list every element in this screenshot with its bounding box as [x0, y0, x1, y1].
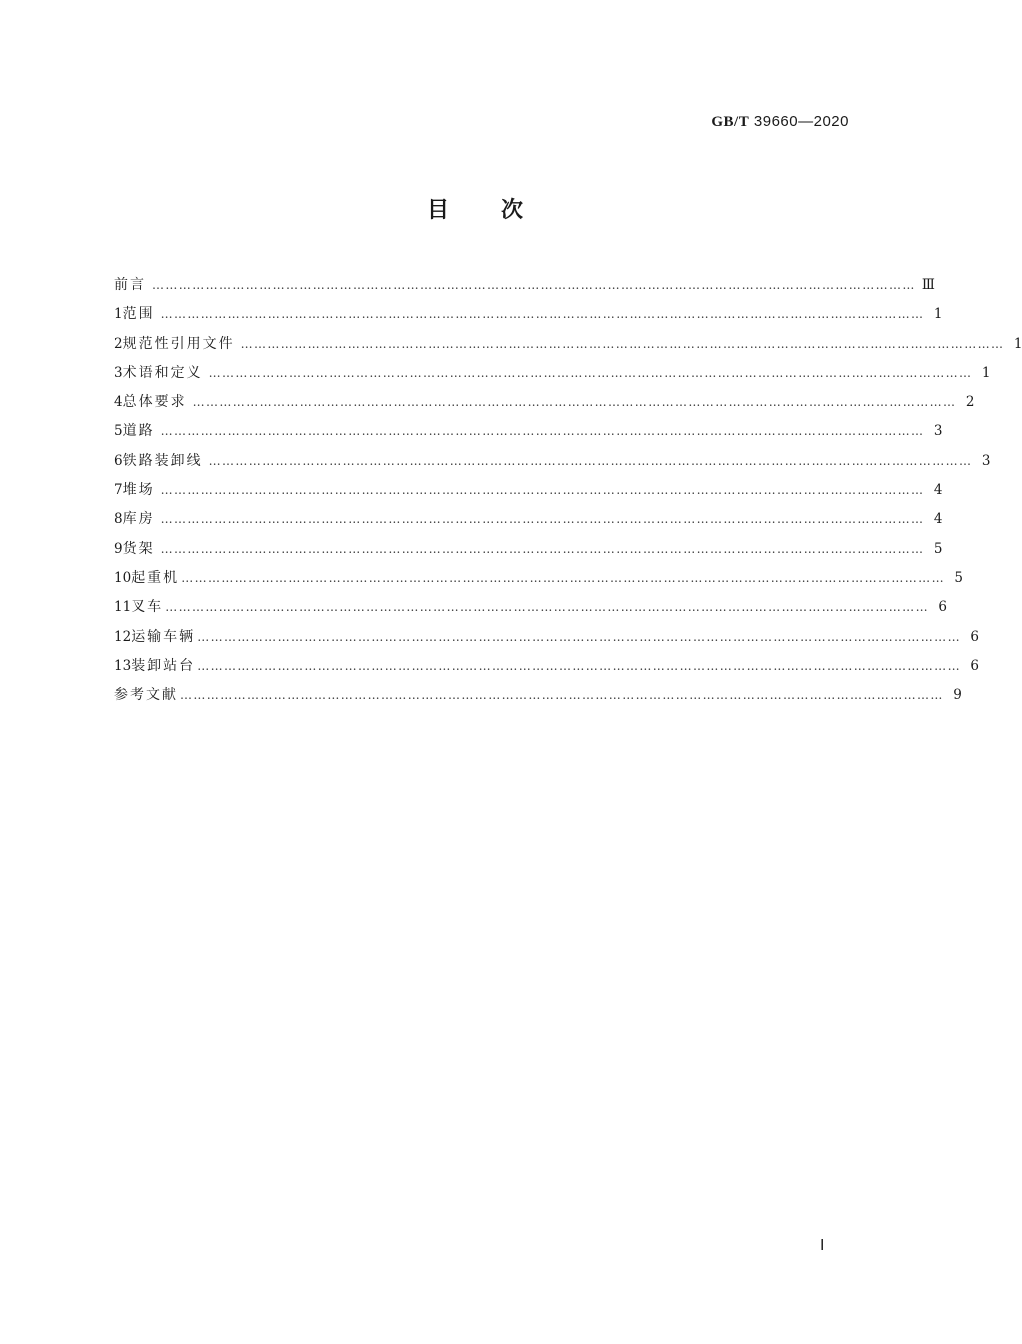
- page-title: 目次: [426, 198, 575, 223]
- table-of-contents: [114, 271, 1022, 710]
- toc-leader-dots: ………………………………………………………………………………………………………………………………………………………: [197, 629, 961, 644]
- toc-entry-10[interactable]: [114, 564, 963, 593]
- toc-entry-bibliography[interactable]: [114, 681, 962, 710]
- standard-number: 39660—2020: [753, 113, 849, 130]
- toc-leader-dots: ………………………………………………………………………………………………………………………………………………………: [160, 424, 925, 439]
- toc-section-number: 2: [114, 335, 123, 352]
- toc-page-number: 6: [938, 599, 947, 616]
- toc-page-number: 4: [933, 511, 943, 528]
- toc-leader-dots: ………………………………………………………………………………………………………………………………………………………: [160, 307, 925, 322]
- toc-leader-dots: ………………………………………………………………………………………………………………………………………………………: [208, 365, 973, 380]
- toc-page-number: 9: [953, 687, 962, 704]
- toc-entry-title: 道路: [122, 423, 155, 440]
- toc-page-number: 3: [981, 452, 991, 469]
- toc-entry-6[interactable]: [114, 447, 991, 476]
- toc-entry-13[interactable]: [114, 652, 979, 681]
- toc-entry-title: 术语和定义: [122, 364, 203, 381]
- toc-leader-dots: ………………………………………………………………………………………………………………………………………………………: [240, 336, 1005, 351]
- toc-leader-dots: ………………………………………………………………………………………………………………………………………………………: [165, 600, 929, 615]
- toc-entry-title: 堆场: [122, 482, 155, 499]
- standard-prefix: GB/T: [711, 114, 750, 130]
- toc-page-number: 1: [933, 306, 943, 323]
- toc-entry-2[interactable]: [114, 330, 1022, 359]
- toc-entry-title: 货架: [122, 540, 155, 557]
- toc-entry-3[interactable]: [114, 359, 991, 388]
- toc-page-number: 2: [965, 394, 975, 411]
- toc-entry-9[interactable]: [114, 535, 943, 564]
- toc-page-number: 6: [970, 657, 979, 674]
- toc-entry-foreword[interactable]: [114, 271, 935, 300]
- toc-section-number: 4: [114, 394, 123, 411]
- toc-section-number: 8: [114, 511, 123, 528]
- toc-page-number: Ⅲ: [921, 277, 935, 293]
- toc-entry-title: 铁路装卸线: [122, 452, 203, 469]
- toc-page-number: 1: [1013, 335, 1022, 352]
- toc-leader-dots: ………………………………………………………………………………………………………………………………………………………: [160, 541, 925, 556]
- toc-entry-title: 库房: [122, 511, 155, 528]
- toc-section-number: 12: [114, 628, 132, 645]
- toc-entry-title: 参考文献: [114, 687, 178, 704]
- toc-section-number: 9: [114, 540, 123, 557]
- toc-entry-12[interactable]: [114, 623, 979, 652]
- toc-entry-title: 范围: [122, 306, 155, 323]
- toc-entry-5[interactable]: [114, 417, 943, 446]
- toc-entry-4[interactable]: [114, 388, 975, 417]
- toc-section-number: 7: [114, 482, 123, 499]
- toc-page-number: 4: [933, 482, 943, 499]
- toc-entry-7[interactable]: [114, 476, 943, 505]
- standard-code: [711, 113, 849, 131]
- toc-section-number: 3: [114, 364, 123, 381]
- toc-page-number: 5: [954, 569, 963, 586]
- toc-page-number: 5: [933, 540, 943, 557]
- toc-section-number: 13: [114, 657, 132, 674]
- toc-entry-title: 前言: [114, 277, 146, 293]
- toc-entry-title: 起重机: [131, 569, 180, 586]
- toc-leader-dots: ………………………………………………………………………………………………………………………………………………………: [197, 658, 961, 673]
- toc-section-number: 1: [114, 306, 123, 323]
- toc-entry-title: 规范性引用文件: [122, 335, 235, 352]
- toc-leader-dots: ………………………………………………………………………………………………………………………………………………………: [181, 570, 945, 585]
- toc-entry-title: 总体要求: [122, 394, 187, 411]
- page-number: Ⅰ: [820, 1238, 825, 1254]
- toc-section-number: 5: [114, 423, 123, 440]
- toc-entry-1[interactable]: [114, 300, 943, 329]
- toc-leader-dots: ………………………………………………………………………………………………………………………………………………………: [208, 453, 973, 468]
- toc-leader-dots: ………………………………………………………………………………………………………………………………………………………: [160, 483, 925, 498]
- toc-page-number: 6: [970, 628, 979, 645]
- toc-entry-11[interactable]: [114, 593, 947, 622]
- toc-entry-title: 叉车: [131, 599, 164, 616]
- toc-page-number: 3: [933, 423, 943, 440]
- toc-section-number: 6: [114, 452, 123, 469]
- toc-entry-8[interactable]: [114, 505, 943, 534]
- toc-section-number: 10: [114, 569, 132, 586]
- toc-page-number: 1: [981, 364, 991, 381]
- toc-entry-title: 运输车辆: [131, 628, 196, 645]
- toc-section-number: 11: [114, 599, 132, 616]
- toc-leader-dots: ………………………………………………………………………………………………………………………………………………………: [180, 688, 944, 703]
- toc-leader-dots: ………………………………………………………………………………………………………………………………………………………: [192, 395, 957, 410]
- toc-leader-dots: ………………………………………………………………………………………………………………………………………………………: [152, 278, 916, 292]
- toc-leader-dots: ………………………………………………………………………………………………………………………………………………………: [160, 512, 925, 527]
- toc-entry-title: 装卸站台: [131, 657, 196, 674]
